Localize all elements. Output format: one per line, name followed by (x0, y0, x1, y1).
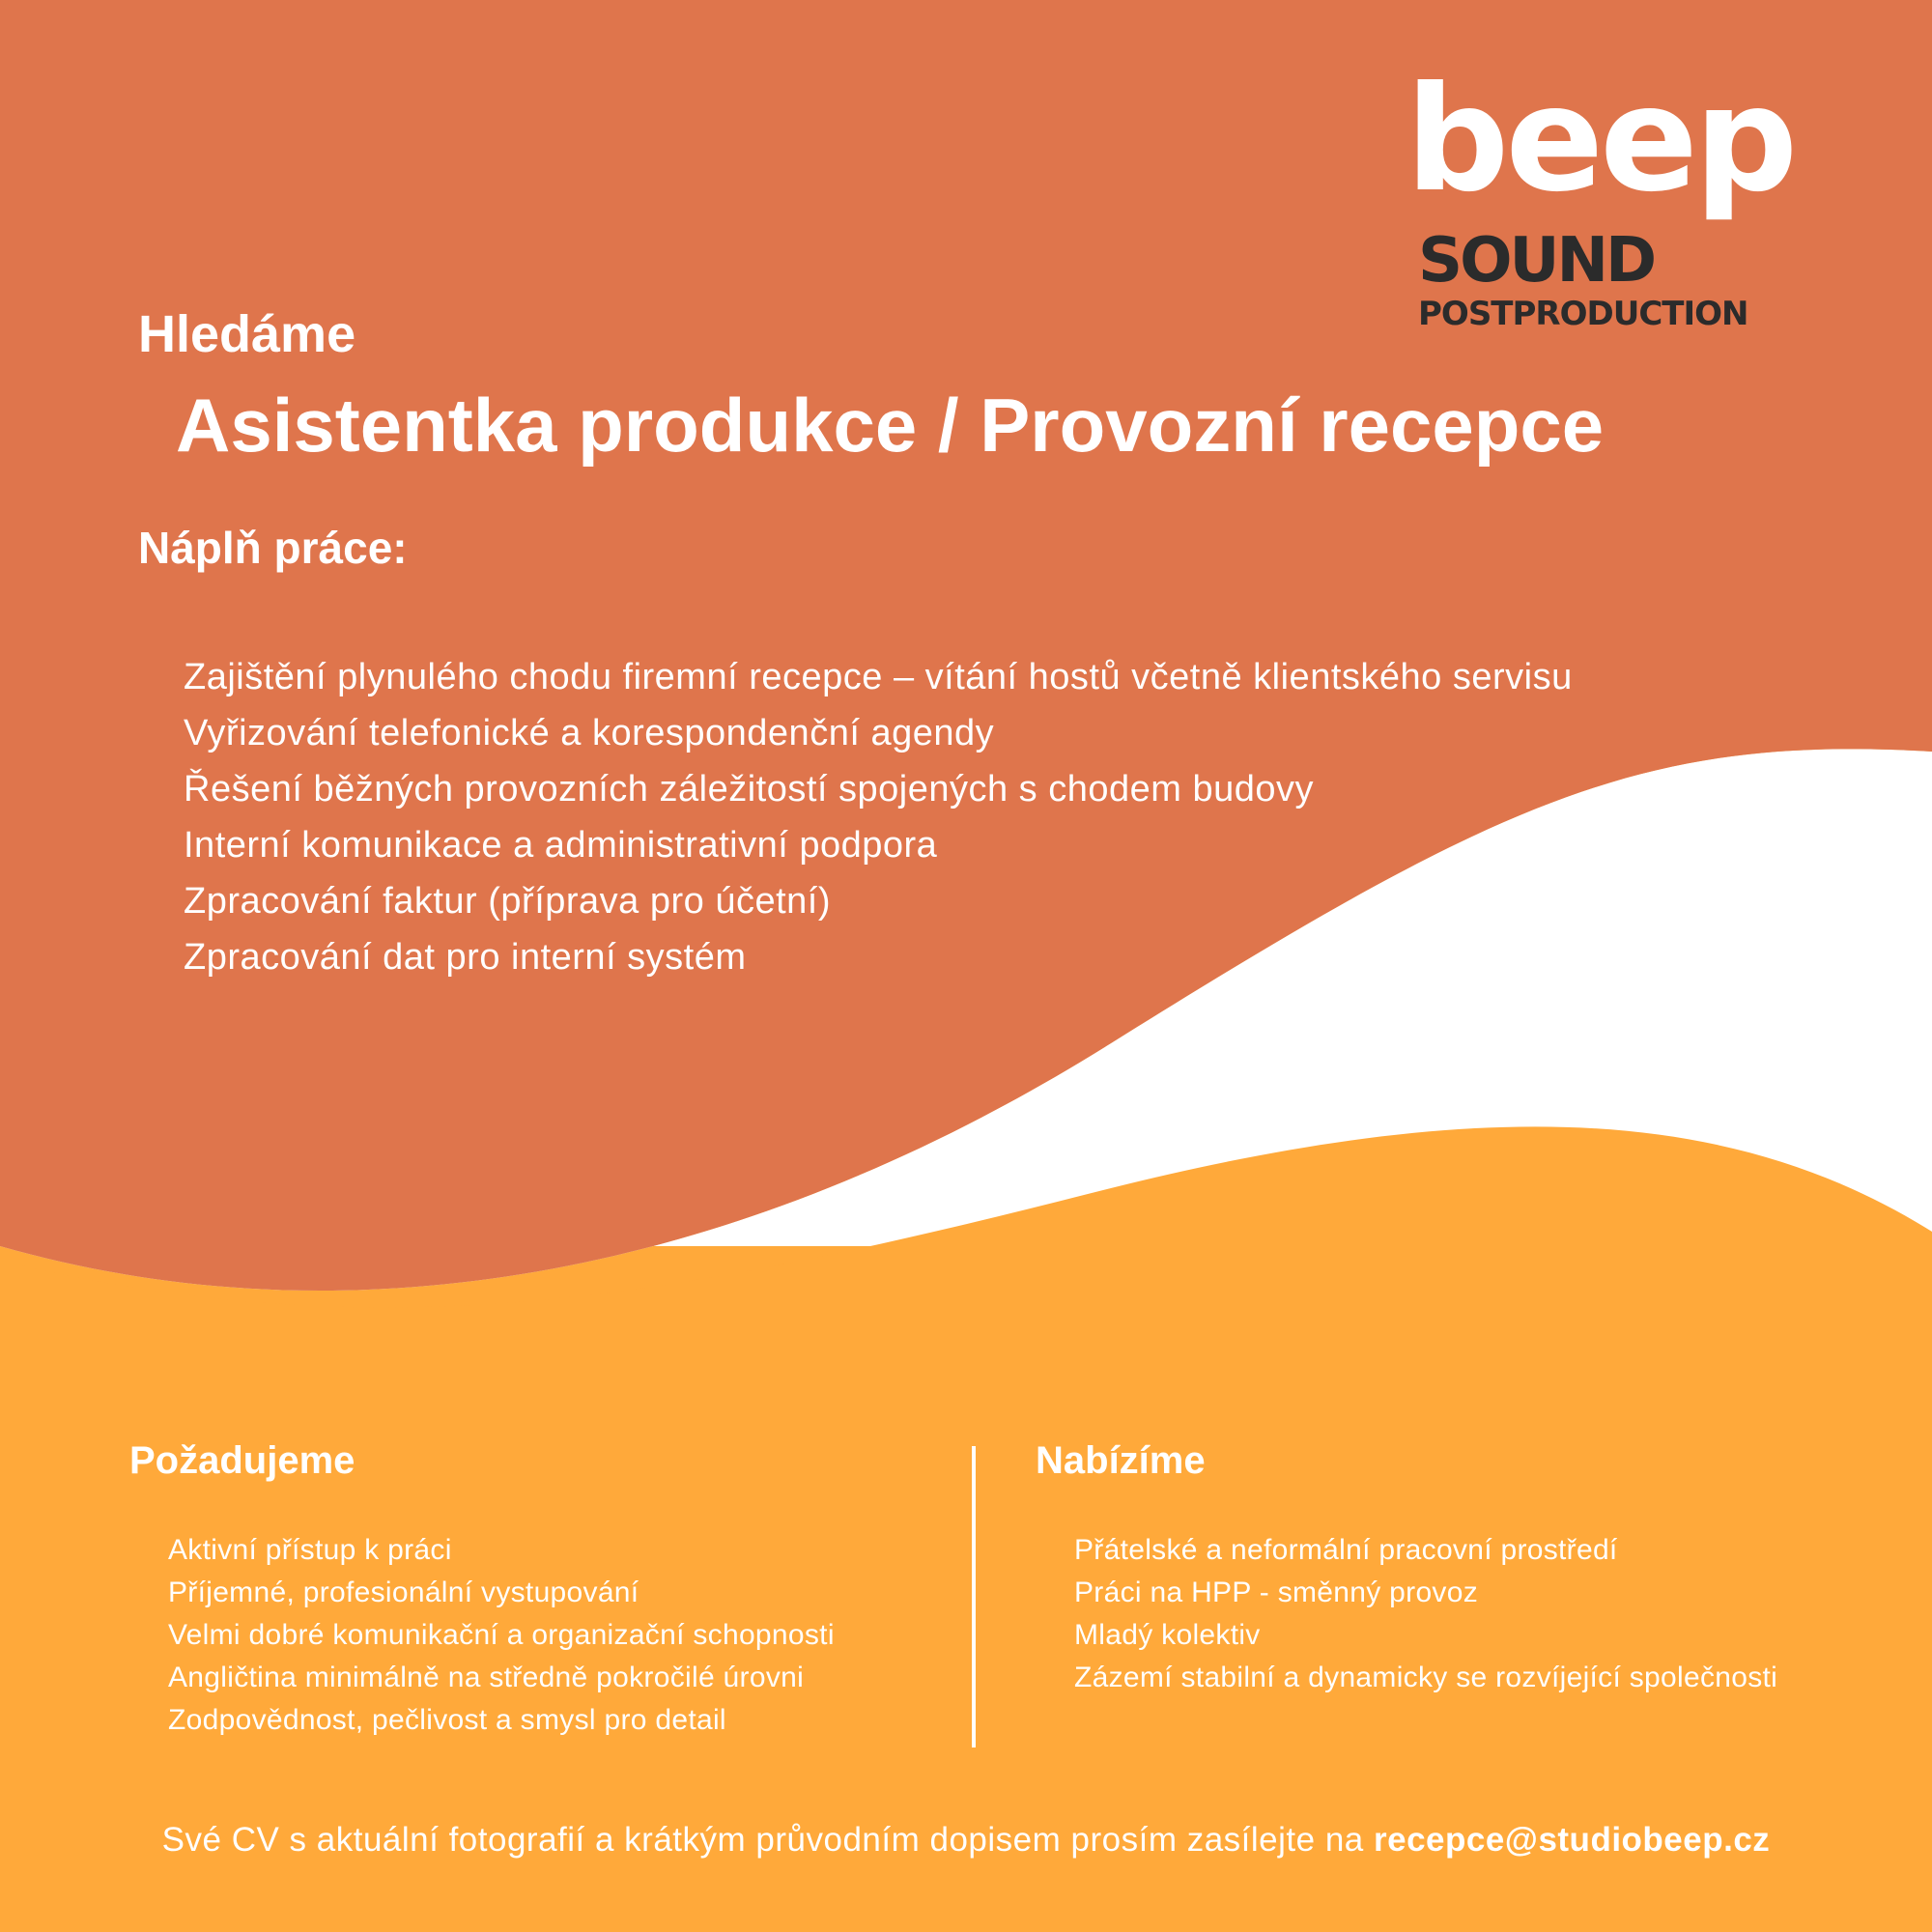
offer-item: Přátelské a neformální pracovní prostředí (1074, 1534, 1618, 1566)
logo-sound-text: SOUND (1418, 225, 1655, 297)
requirement-item: Zodpovědnost, pečlivost a smysl pro detail (168, 1704, 726, 1736)
requirement-item: Angličtina minimálně na středně pokročilé úrovni (168, 1662, 805, 1693)
footer-text: Své CV s aktuální fotografií a krátkým průvodním dopisem prosím zasílejte na (161, 1821, 1374, 1859)
requirement-item: Aktivní přístup k práci (168, 1534, 452, 1566)
contact-email[interactable]: recepce@studiobeep.cz (1373, 1821, 1771, 1859)
duties-list (184, 649, 1573, 985)
offers-heading: Nabízíme (1036, 1439, 1206, 1482)
requirement-item: Příjemné, profesionální vystupování (168, 1577, 639, 1608)
duty-item: Vyřizování telefonické a korespondenční agendy (184, 713, 995, 753)
intro-heading: Hledáme (138, 305, 356, 363)
duties-heading: Náplň práce: (138, 523, 408, 573)
requirements-heading: Požadujeme (129, 1439, 355, 1482)
offers-list (1074, 1529, 1777, 1699)
column-divider (972, 1446, 976, 1747)
offer-item: Mladý kolektiv (1074, 1619, 1261, 1651)
duty-item: Zajištění plynulého chodu firemní recepce – vítání hostů včetně klientského servisu (184, 657, 1573, 697)
requirements-list (168, 1529, 835, 1742)
offer-item: Zázemí stabilní a dynamicky se rozvíjející společnosti (1074, 1662, 1778, 1693)
beep-sound-logo (1406, 56, 1795, 338)
duty-item: Zpracování dat pro interní systém (184, 937, 747, 978)
duty-item: Řešení běžných provozních záležitostí spojených s chodem budovy (184, 769, 1315, 810)
requirement-item: Velmi dobré komunikační a organizační schopnosti (168, 1619, 835, 1651)
footer-contact (0, 1821, 1932, 1860)
offer-item: Práci na HPP - směnný provoz (1074, 1577, 1479, 1608)
logo-postproduction-text: POSTPRODUCTION (1418, 295, 1748, 333)
job-title: Asistentka produkce / Provozní recepce (176, 383, 1605, 468)
duty-item: Zpracování faktur (příprava pro účetní) (184, 881, 832, 922)
duty-item: Interní komunikace a administrativní podpora (184, 825, 938, 866)
logo-beep-text: beep (1406, 56, 1795, 224)
